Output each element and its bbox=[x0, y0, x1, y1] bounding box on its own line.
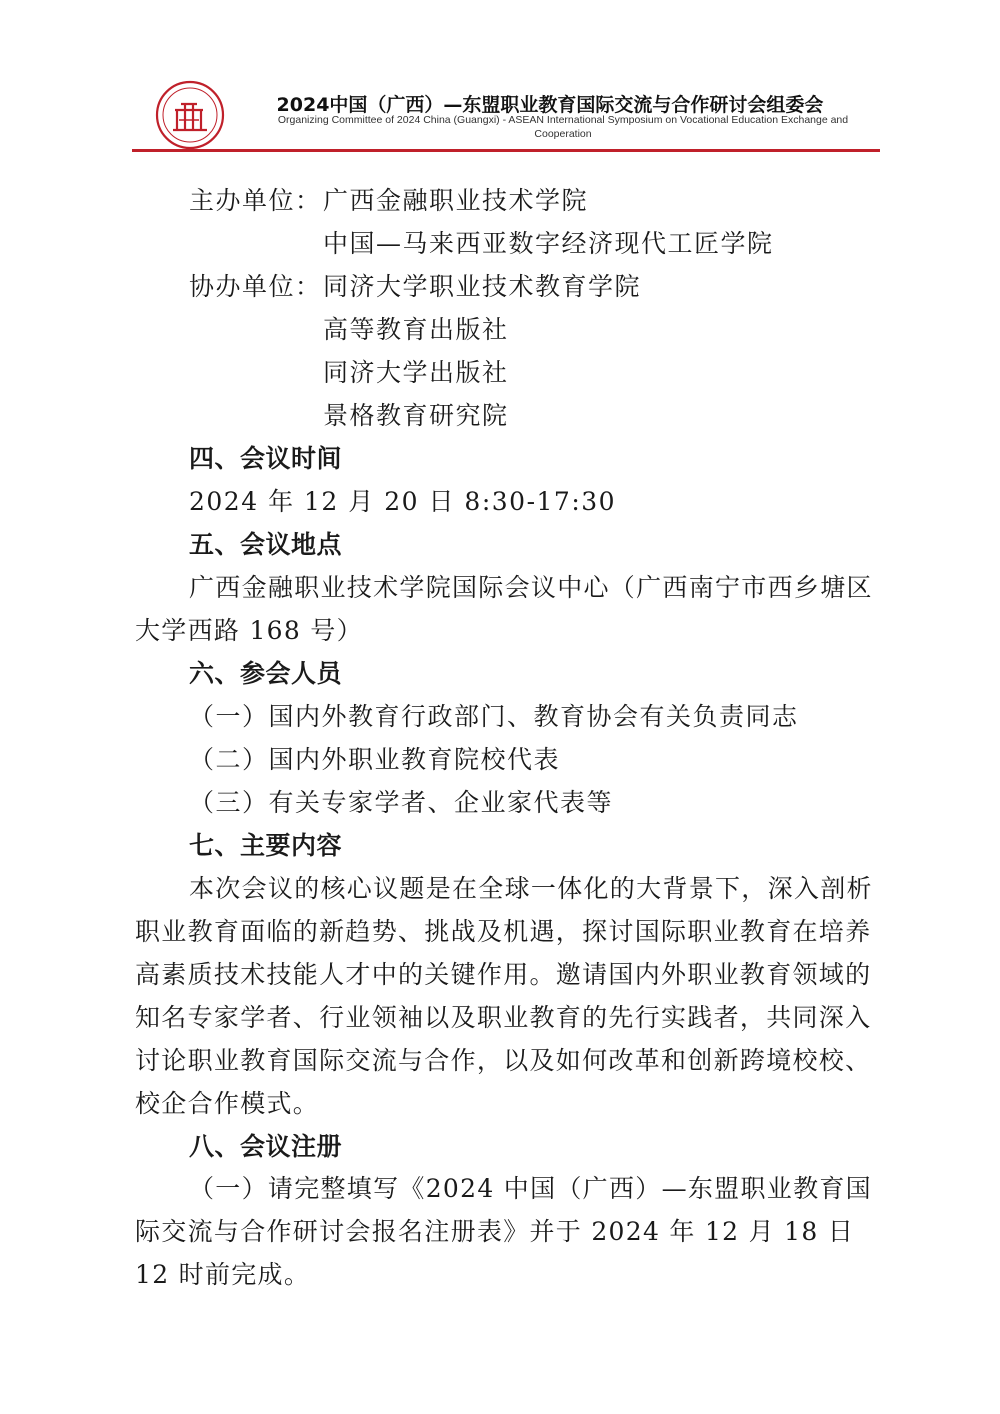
co-host-organizer: 同济大学职业技术教育学院 bbox=[323, 272, 642, 301]
letterhead-title: 2024中国（广西）—东盟职业教育国际交流与合作研讨会组委会 bbox=[276, 94, 824, 116]
time-heading: 四、会议时间 bbox=[189, 444, 343, 473]
co-host-label: 协办单位： bbox=[189, 272, 322, 301]
registration-heading: 八、会议注册 bbox=[189, 1132, 343, 1161]
letterhead bbox=[0, 0, 1000, 160]
content-heading: 七、主要内容 bbox=[189, 831, 343, 860]
co-host-organizer: 高等教育出版社 bbox=[323, 315, 509, 344]
host-organizer: 广西金融职业技术学院 bbox=[323, 186, 589, 215]
letterhead-divider bbox=[132, 149, 880, 152]
attendees-heading: 六、参会人员 bbox=[189, 659, 343, 688]
institution-seal-logo bbox=[155, 80, 225, 150]
venue-text: 广西金融职业技术学院国际会议中心（广西南宁市西乡塘区大学西路 168 号） bbox=[135, 573, 873, 645]
content-text: 本次会议的核心议题是在全球一体化的大背景下，深入剖析职业教育面临的新趋势、挑战及机遇，探讨国际职业教育在培养高素质技术技能人才中的关键作用。邀请国内外职业教育领域的知名专家学者、行业领袖以及职业教育的先行实践者，共同深入讨论职业教育国际交流与合作，以及如何改革和创新跨境校校、校企合作模式。 bbox=[135, 874, 873, 1118]
host-label: 主办单位： bbox=[189, 186, 322, 215]
attendee-item: （一）国内外教育行政部门、教育协会有关负责同志 bbox=[189, 702, 799, 731]
venue-heading: 五、会议地点 bbox=[189, 530, 343, 559]
attendee-item: （二）国内外职业教育院校代表 bbox=[189, 745, 561, 774]
letterhead-subtitle: Organizing Committee of 2024 China (Guangxi) - ASEAN International Symposium on Vocational Education Exchange and Cooperation bbox=[277, 114, 849, 140]
co-host-organizer: 同济大学出版社 bbox=[323, 358, 509, 387]
registration-text: （一）请完整填写《2024 中国（广西）—东盟职业教育国际交流与合作研讨会报名注册表》并于 2024 年 12 月 18 日 12 时前完成。 bbox=[135, 1174, 872, 1289]
host-organizer: 中国—马来西亚数字经济现代工匠学院 bbox=[323, 229, 774, 258]
attendee-item: （三）有关专家学者、企业家代表等 bbox=[189, 788, 614, 817]
co-host-organizer: 景格教育研究院 bbox=[323, 401, 509, 430]
time-text: 2024 年 12 月 20 日 8:30-17:30 bbox=[189, 487, 617, 516]
